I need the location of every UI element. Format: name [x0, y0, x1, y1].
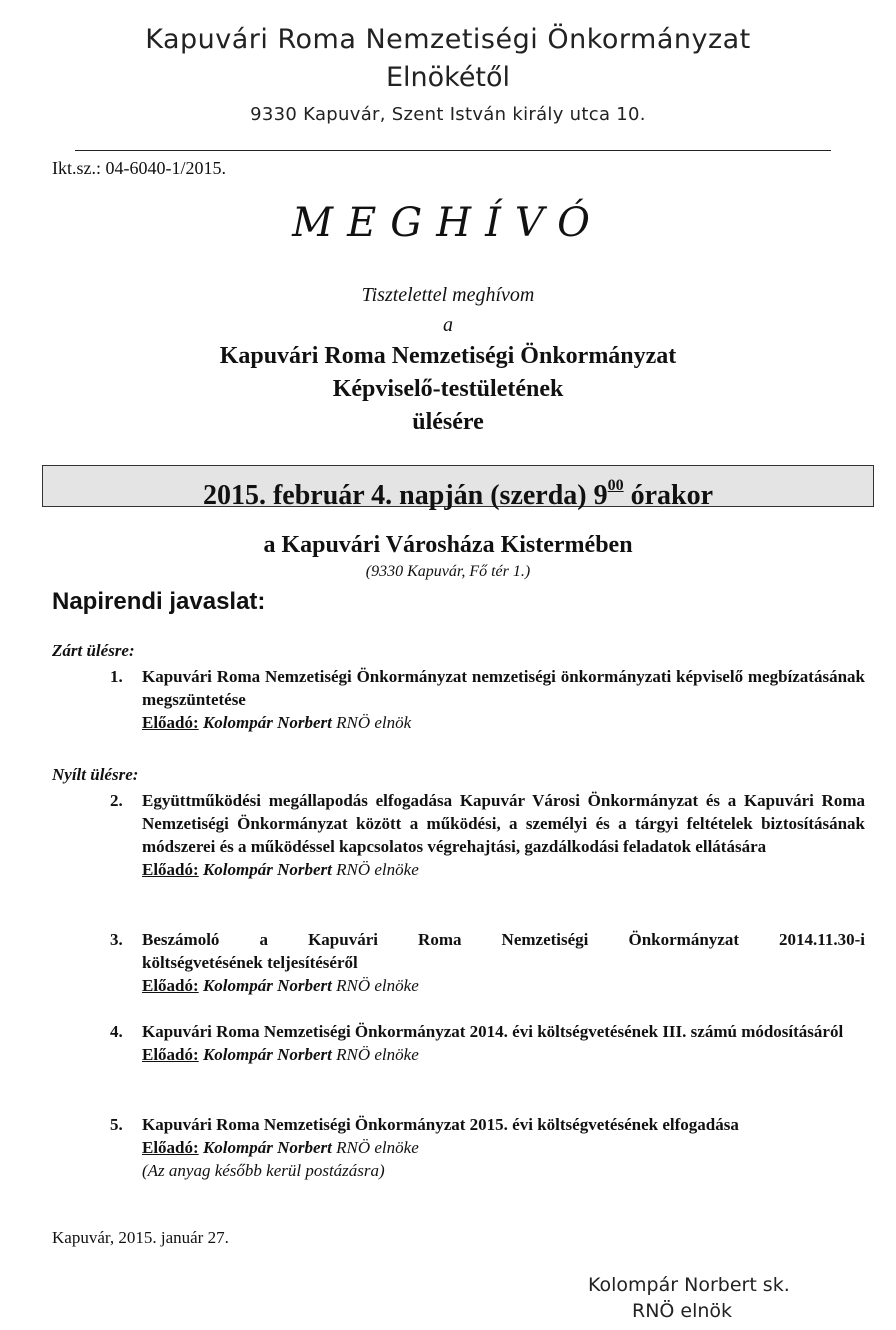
agenda-item-text-line1: Beszámoló a Kapuvári Roma Nemzetiségi Önkormányzat 2014.11.30-i [142, 930, 865, 949]
agenda-item-text: Kapuvári Roma Nemzetiségi Önkormányzat 2014. évi költségvetésének III. számú módosításáról [142, 1022, 844, 1041]
presenter-label: Előadó: [142, 713, 199, 732]
open-session-label: Nyílt ülésre: [52, 765, 139, 784]
agenda-item-presenter [142, 974, 865, 997]
presenter-label: Előadó: [142, 1138, 199, 1157]
agenda-item [110, 1113, 865, 1182]
agenda-item-text: Kapuvári Roma Nemzetiségi Önkormányzat 2015. évi költségvetésének elfogadása [142, 1115, 739, 1134]
meeting-location: a Kapuvári Városháza Kistermében [263, 532, 633, 558]
signature-name: Kolompár Norbert sk. [588, 1274, 790, 1296]
presenter-name: Kolompár Norbert [202, 860, 332, 879]
presenter-role: RNÖ elnök [331, 713, 412, 732]
organization-body: Képviselő-testületének [332, 376, 564, 402]
presenter-label: Előadó: [142, 1045, 199, 1064]
meeting-time-suffix: órakor [623, 480, 714, 511]
agenda-item-text: Kapuvári Roma Nemzetiségi Önkormányzat nemzetiségi önkormányzati képviselő megbízatásának megszüntetése [142, 667, 865, 709]
presenter-role: RNÖ elnöke [331, 860, 419, 879]
agenda-item-number: 2. [110, 791, 123, 810]
letterhead-subtitle: Elnökétől [385, 62, 511, 93]
header-divider [75, 150, 831, 151]
presenter-name: Kolompár Norbert [202, 1138, 332, 1157]
agenda-title: Napirendi javaslat: [52, 588, 266, 615]
agenda-item-number: 5. [110, 1115, 123, 1134]
reference-number: Ikt.sz.: 04-6040-1/2015. [52, 158, 226, 178]
meeting-date-box [42, 465, 874, 511]
presenter-role: RNÖ elnöke [331, 1045, 419, 1064]
meeting-word: ülésére [412, 409, 484, 435]
invitation-article: a [443, 314, 453, 336]
document-title: MEGHÍVÓ [292, 200, 604, 246]
letterhead-address: 9330 Kapuvár, Szent István király utca 10. [250, 104, 646, 125]
place-date: Kapuvár, 2015. január 27. [52, 1228, 229, 1247]
agenda-item-number: 4. [110, 1022, 123, 1041]
agenda-item-text-line2: költségvetésének teljesítéséről [142, 953, 358, 972]
meeting-date: 2015. február 4. napján (szerda) 9 [202, 480, 608, 511]
presenter-label: Előadó: [142, 860, 199, 879]
presenter-label: Előadó: [142, 976, 199, 995]
meeting-time-minutes: 00 [607, 477, 624, 494]
agenda-item-number: 3. [110, 930, 123, 949]
presenter-name: Kolompár Norbert [202, 1045, 332, 1064]
agenda-item-presenter [142, 1043, 865, 1066]
agenda-item-presenter [142, 711, 865, 734]
agenda-item-presenter [142, 858, 865, 881]
agenda-item [110, 665, 865, 734]
agenda-item-presenter [142, 1136, 865, 1159]
agenda-item-note: (Az anyag később kerül postázásra) [142, 1161, 385, 1180]
meeting-address: (9330 Kapuvár, Fő tér 1.) [365, 563, 531, 580]
presenter-role: RNÖ elnöke [331, 1138, 419, 1157]
organization-name: Kapuvári Roma Nemzetiségi Önkormányzat [219, 343, 677, 369]
presenter-name: Kolompár Norbert [202, 976, 332, 995]
closed-session-label: Zárt ülésre: [52, 641, 135, 660]
agenda-item [110, 1020, 865, 1066]
letterhead-title: Kapuvári Roma Nemzetiségi Önkormányzat [145, 24, 751, 55]
presenter-name: Kolompár Norbert [202, 713, 332, 732]
agenda-item-number: 1. [110, 667, 123, 686]
agenda-item-text: Együttműködési megállapodás elfogadása Kapuvár Városi Önkormányzat és a Kapuvári Roma Nemzetiségi Önkormányzat között a működési, a személyi és a tárgyi feltételek biztosításának módszerei és a működéssel kapcsolatos végrehajtási, gazdálkodási feladatok ellátására [142, 791, 865, 856]
agenda-item [110, 789, 865, 881]
agenda-item [110, 928, 865, 997]
presenter-role: RNÖ elnöke [331, 976, 419, 995]
invitation-line: Tisztelettel meghívom [361, 284, 535, 306]
signature-role: RNÖ elnök [632, 1300, 733, 1322]
